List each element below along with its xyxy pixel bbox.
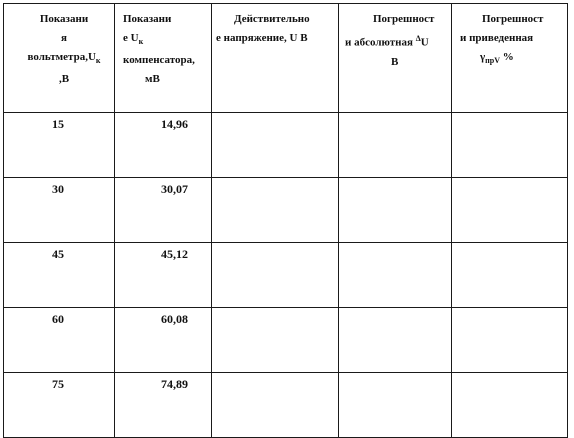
header-abs-line2: и абсолютная — [345, 36, 413, 49]
header-voltmeter-line1: Показани — [39, 13, 89, 25]
header-compensator — [115, 4, 212, 113]
cell-reduced-error — [452, 178, 568, 243]
cell-absolute-error — [339, 178, 452, 243]
header-row — [4, 4, 568, 113]
header-voltmeter-sub: к — [95, 56, 101, 66]
header-absolute-error — [339, 4, 452, 113]
table-row — [4, 243, 568, 308]
cell-voltmeter: 75 — [4, 373, 115, 438]
cell-actual-voltage — [212, 373, 339, 438]
cell-absolute-error — [339, 113, 452, 178]
header-abs-line3: U — [420, 36, 429, 49]
table-row — [4, 113, 568, 178]
cell-reduced-error — [452, 308, 568, 373]
header-compensator-line4: мВ — [145, 73, 160, 86]
cell-reduced-error — [452, 243, 568, 308]
header-rel-line1: Погрешност — [482, 13, 544, 25]
header-actual-voltage — [212, 4, 339, 113]
cell-actual-voltage — [212, 178, 339, 243]
measurement-table — [3, 3, 568, 438]
cell-voltmeter: 30 — [4, 178, 115, 243]
cell-actual-voltage — [212, 113, 339, 178]
cell-actual-voltage — [212, 243, 339, 308]
header-voltmeter — [4, 4, 115, 113]
header-actual-line1: Действительно — [234, 13, 310, 25]
cell-absolute-error — [339, 308, 452, 373]
cell-absolute-error — [339, 243, 452, 308]
cell-actual-voltage — [212, 308, 339, 373]
header-abs-delta: Δ — [415, 34, 421, 43]
cell-voltmeter: 45 — [4, 243, 115, 308]
header-rel-percent: % — [502, 51, 514, 63]
header-compensator-line1: Показани — [123, 13, 172, 25]
header-abs-line4: В — [391, 55, 399, 68]
cell-absolute-error — [339, 373, 452, 438]
cell-voltmeter: 15 — [4, 113, 115, 178]
header-rel-sub: прV — [485, 56, 500, 66]
cell-reduced-error — [452, 373, 568, 438]
cell-compensator: 14,96 — [115, 113, 212, 178]
table-row — [4, 178, 568, 243]
header-compensator-line2: е U — [123, 32, 139, 44]
header-voltmeter-line4: ,В — [58, 73, 70, 86]
header-compensator-sub: к — [138, 37, 144, 47]
cell-compensator: 74,89 — [115, 373, 212, 438]
header-actual-line2: е напряжение, U В — [216, 32, 308, 44]
header-voltmeter-line3: вольтметра,U — [27, 51, 96, 63]
cell-voltmeter: 60 — [4, 308, 115, 373]
cell-compensator: 30,07 — [115, 178, 212, 243]
header-abs-line1: Погрешност — [373, 13, 435, 25]
cell-compensator: 60,08 — [115, 308, 212, 373]
header-reduced-error — [452, 4, 568, 113]
header-rel-line2: и приведенная — [460, 32, 534, 44]
header-rel-gamma: γ — [480, 51, 486, 63]
table-row — [4, 373, 568, 438]
cell-reduced-error — [452, 113, 568, 178]
header-compensator-line3: компенсатора, — [123, 54, 195, 67]
table-row — [4, 308, 568, 373]
cell-compensator: 45,12 — [115, 243, 212, 308]
header-voltmeter-line2: я — [61, 32, 67, 44]
